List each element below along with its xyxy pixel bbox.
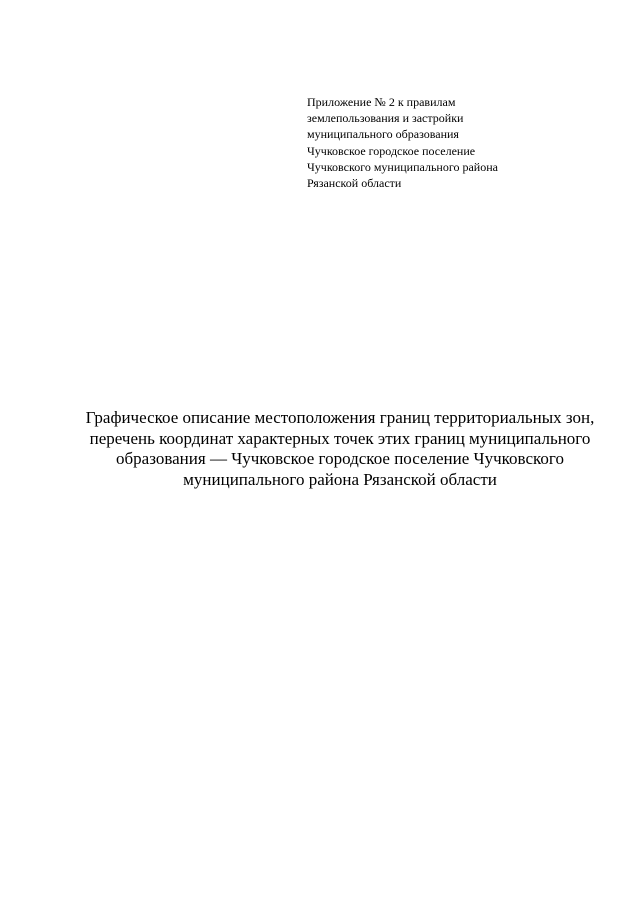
document-title-line: муниципального района Рязанской области bbox=[183, 469, 497, 489]
document-title bbox=[40, 408, 640, 490]
document-title-line: Графическое описание местоположения границ территориальных зон, bbox=[85, 408, 595, 427]
appendix-note bbox=[307, 94, 627, 191]
appendix-note-line: Чучковского муниципального района bbox=[307, 159, 498, 174]
appendix-note-line: муниципального образования bbox=[307, 127, 459, 142]
appendix-note-line: землепользования и застройки bbox=[307, 111, 464, 126]
document-title-line: образования — Чучковское городское поселение Чучковского bbox=[116, 449, 564, 468]
document-title-line: перечень координат характерных точек этих границ муниципального bbox=[89, 428, 591, 448]
appendix-note-line: Рязанской области bbox=[307, 176, 402, 191]
appendix-note-line: Чучковское городское поселение bbox=[307, 143, 476, 158]
appendix-note-line: Приложение № 2 к правилам bbox=[307, 95, 456, 109]
